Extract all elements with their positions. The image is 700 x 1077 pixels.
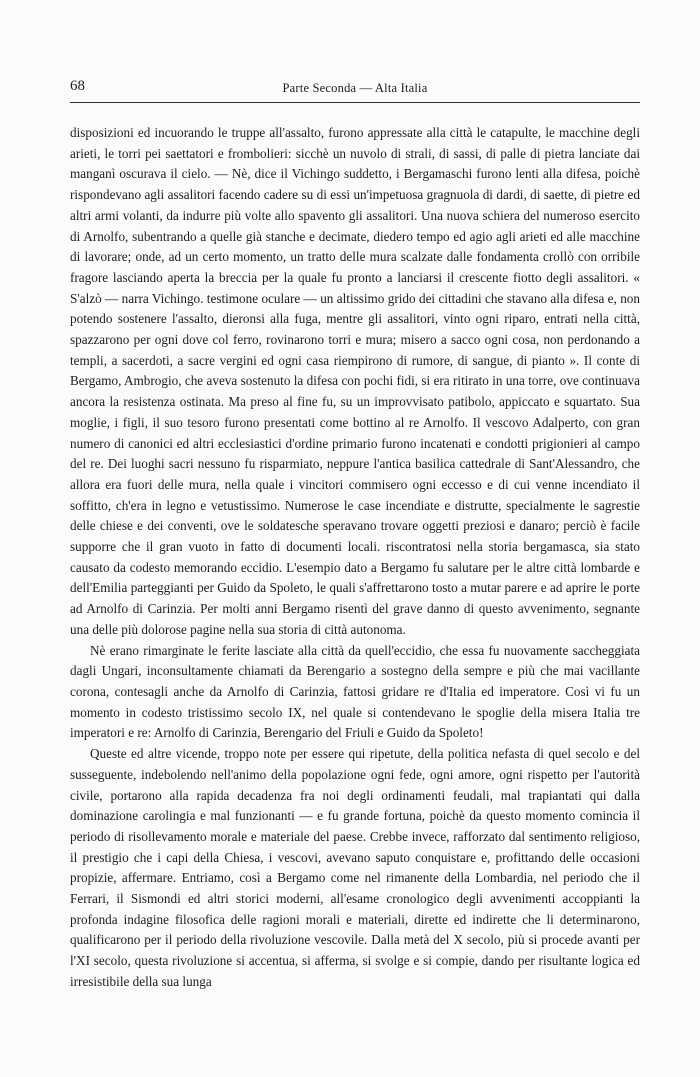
body-text bbox=[70, 123, 640, 993]
page-header bbox=[70, 72, 640, 103]
paragraph-3: Queste ed altre vicende, troppo note per essere qui ripetute, della politica nefasta di quel secolo e del susseguente, indebolendo nell'animo della popolazione ogni fede, ogni amore, ogni rispetto per l'autorità civile, portarono alla rapida decadenza fra noi degli ordinamenti feudali, mal trapiantati qui dalla dominazione carolingia e mal funzionanti — e fu grande fortuna, poichè da questo momento comincia il periodo di risollevamento morale e materiale del paese. Crebbe invece, rafforzato dal sentimento religioso, il prestigio che i capi della Chiesa, i vescovi, avevano saputo conquistare e, profittando delle occasioni propizie, affermare. Entriamo, così a Bergamo come nel rimanente della Lombardia, nel periodo che il Ferrari, il Sismondi ed altri storici moderni, all'esame cronologico degli avvenimenti accoppianti la profonda indagine filosofica delle ragioni morali e materiali, dirette ed indirette che li determinarono, qualificarono per il periodo della rivoluzione vescovile. Dalla metà del X secolo, più si procede avanti per l'XI secolo, questa rivoluzione si accentua, si afferma, si svolge e si compie, dando per risultante logica ed irresistibile della sua lunga bbox=[70, 746, 640, 989]
running-title: Parte Seconda — Alta Italia bbox=[282, 81, 428, 95]
paragraph-1: disposizioni ed incuorando le truppe all'assalto, furono appressate alla città le catapulte, le macchine degli arieti, le torri pei saettatori e frombolieri: sicchè un nuvolo di strali, di sassi, di palle di pietra lanciate dai manganì oscurava il cielo. — Nè, dice il Vichingo suddetto, i Bergamaschi furono lenti alla difesa, poichè rispondevano agli assalitori facendo cadere su di essi un'impetuosa gragnuola di dardi, di saette, di pietre ed altri armi volanti, da indurre più volte allo spavento gli assalitori. Una nuova schiera del numeroso esercito di Arnolfo, subentrando a quelle già stanche e decimate, diedero tempo ed agio agli arieti ed alle macchine di lavorare; onde, ad un certo momento, un tratto delle mura scalzate dalle fondamenta crollò con orribile fragore lasciando aperta la breccia per la quale fu pronto a lanciarsi il crescente fiotto degli assalitori. « S'alzò — narra Vichingo. testimone oculare — un altissimo grido dei cittadini che stavano alla difesa e, non potendo sostenere l'assalto, dieronsi alla fuga, mentre gli assalitori, vinto ogni riparo, entrati nella città, spazzarono per ogni dove col ferro, rovinarono torri e mura; misero a sacco ogni cosa, non perdonando a templi, a sacerdoti, a sacre vergini ed ogni casa riempirono di rumore, di sangue, di pianto ». Il conte di Bergamo, Ambrogio, che aveva sostenuto la difesa con pochi fidi, si era ritirato in una torre, ove continuava ancora la resistenza ostinata. Ma preso al fine fu, su un improvvisato patibolo, appiccato e squartato. Sua moglie, i figli, il suo tesoro furono presentati come bottino al re Arnolfo. Il vescovo Adalperto, con gran numero di canonici ed altri ecclesiastici d'ordine primario furono incatenati e condotti prigionieri al campo del re. Dei luoghi sacri nessuno fu risparmiato, neppure l'antica basilica cattedrale di Sant'Alessandro, che allora era fuori delle mura, nella quale i vincitori commisero ogni eccesso e di cui venne incendiato il soffitto, ch'era in legno e vetustissimo. Numerose le case incendiate e distrutte, specialmente le sagrestie delle chiese e dei conventi, ove le soldatesche speravano trovare oggetti preziosi e danaro; perciò è facile supporre che il gran vuoto in fatto di documenti locali. riscontratosi nella storia bergamasca, sia stato causato da codesto memorando eccidio. L'esempio dato a Bergamo fu salutare per le altre città lombarde e dell'Emilia parteggianti per Guido da Spoleto, le quali s'affrettarono tosto a mutar parere e ad aprire le porte ad Arnolfo di Carinzia. Per molti anni Bergamo risentì del grave danno di questo avvenimento, segnante una delle più dolorose pagine nella sua storia di città autonoma. bbox=[70, 125, 640, 637]
book-page bbox=[70, 72, 640, 993]
page-number: 68 bbox=[70, 78, 85, 94]
paragraph-2: Nè erano rimarginate le ferite lasciate alla città da quell'eccidio, che essa fu nuovamente saccheggiata dagli Ungari, inconsultamente chiamati da Berengario a sostegno della sempre e più che mai vacillante corona, contesagli anche da Arnolfo di Carinzia, fattosi gridare re d'Italia ed imperatore. Così vi fu un momento in codesto tristissimo secolo IX, nel quale si contendevano le spoglie della misera Italia tre imperatori e re: Arnolfo di Carinzia, Berengario del Friuli e Guido da Spoleto! bbox=[70, 642, 640, 741]
